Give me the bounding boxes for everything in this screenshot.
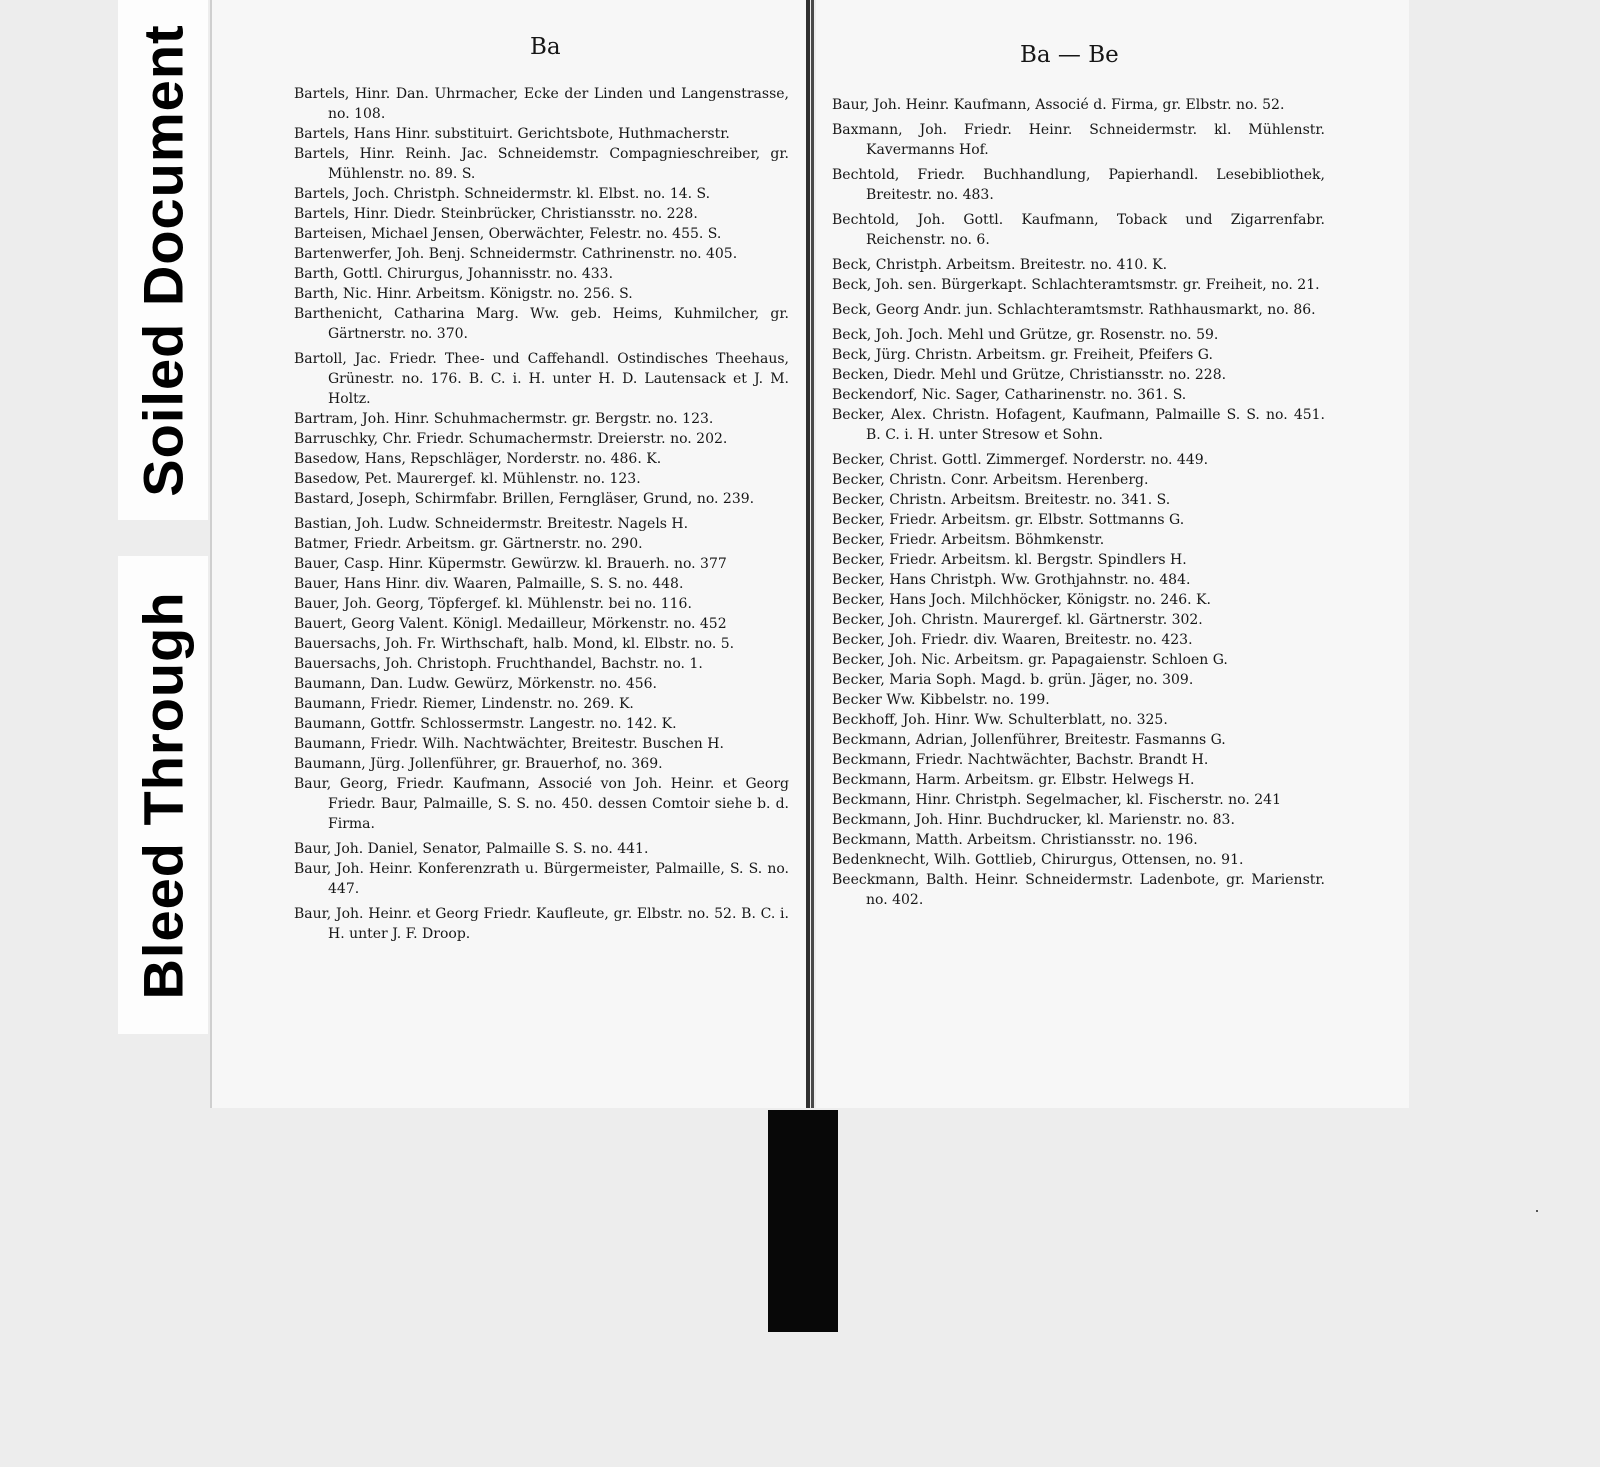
book-gutter-shadow bbox=[806, 0, 810, 1108]
directory-entry: Bauer, Casp. Hinr. Küpermstr. Gewürzw. kl. Brauerh. no. 377 bbox=[294, 556, 727, 572]
directory-entry: Beck, Joh. sen. Bürgerkapt. Schlachteramtsmstr. gr. Freiheit, no. 21. bbox=[832, 277, 1320, 293]
directory-entry: Baur, Joh. Heinr. et Georg Friedr. Kaufleute, gr. Elbstr. no. 52. B. C. i. H. unter J. F. Droop. bbox=[294, 906, 789, 942]
directory-entry: Bartram, Joh. Hinr. Schuhmachermstr. gr. Bergstr. no. 123. bbox=[294, 411, 714, 427]
directory-entry: Bartels, Hans Hinr. substituirt. Gerichtsbote, Huthmacherstr. bbox=[294, 126, 730, 142]
directory-entry: Bartoll, Jac. Friedr. Thee- und Caffehandl. Ostindisches Theehaus, Grünestr. no. 176. B. C. i. H. unter H. D. Lautensack et J. M. Holtz. bbox=[294, 351, 789, 407]
directory-entry: Basedow, Pet. Maurergef. kl. Mühlenstr. no. 123. bbox=[294, 471, 641, 487]
directory-entry: Beck, Jürg. Christn. Arbeitsm. gr. Freiheit, Pfeifers G. bbox=[832, 347, 1213, 363]
directory-entry: Bedenknecht, Wilh. Gottlieb, Chirurgus, Ottensen, no. 91. bbox=[832, 852, 1244, 868]
directory-entry: Bauersachs, Joh. Fr. Wirthschaft, halb. Mond, kl. Elbstr. no. 5. bbox=[294, 636, 735, 652]
binding-strip bbox=[768, 1110, 838, 1332]
directory-entry: Bauer, Hans Hinr. div. Waaren, Palmaille, S. S. no. 448. bbox=[294, 576, 684, 592]
bleed-through-label bbox=[118, 556, 208, 1034]
directory-entry: Baumann, Friedr. Wilh. Nachtwächter, Breitestr. Buschen H. bbox=[294, 736, 724, 752]
directory-entry: Barth, Nic. Hinr. Arbeitsm. Königstr. no. 256. S. bbox=[294, 286, 633, 302]
soiled-document-label bbox=[118, 0, 208, 520]
right-page-entries bbox=[832, 95, 1325, 910]
directory-entry: Beeckmann, Balth. Heinr. Schneidermstr. Ladenbote, gr. Marienstr. no. 402. bbox=[832, 872, 1325, 908]
directory-entry: Baur, Joh. Daniel, Senator, Palmaille S. S. no. 441. bbox=[294, 841, 649, 857]
bleed-through-text: Bleed Through bbox=[131, 590, 195, 1000]
directory-entry: Baur, Georg, Friedr. Kaufmann, Associé von Joh. Heinr. et Georg Friedr. Baur, Palmaille, S. S. no. 450. dessen Comtoir siehe b. d. Firma. bbox=[294, 776, 789, 832]
left-page-entries bbox=[294, 84, 789, 944]
directory-entry: Barruschky, Chr. Friedr. Schumachermstr. Dreierstr. no. 202. bbox=[294, 431, 728, 447]
directory-entry: Becker, Christn. Conr. Arbeitsm. Herenberg. bbox=[832, 472, 1149, 488]
directory-entry: Becker, Maria Soph. Magd. b. grün. Jäger, no. 309. bbox=[832, 672, 1194, 688]
directory-entry: Becker Ww. Kibbelstr. no. 199. bbox=[832, 692, 1050, 708]
directory-entry: Baumann, Friedr. Riemer, Lindenstr. no. 269. K. bbox=[294, 696, 634, 712]
directory-entry: Baxmann, Joh. Friedr. Heinr. Schneidermstr. kl. Mühlenstr. Kavermanns Hof. bbox=[832, 122, 1325, 158]
directory-entry: Bartels, Hinr. Reinh. Jac. Schneidemstr. Compagnieschreiber, gr. Mühlenstr. no. 89. S. bbox=[294, 146, 789, 182]
directory-entry: Beckmann, Friedr. Nachtwächter, Bachstr. Brandt H. bbox=[832, 752, 1209, 768]
directory-entry: Becker, Christ. Gottl. Zimmergef. Norderstr. no. 449. bbox=[832, 452, 1209, 468]
left-page-heading: Ba bbox=[530, 34, 561, 60]
directory-entry: Barth, Gottl. Chirurgus, Johannisstr. no. 433. bbox=[294, 266, 614, 282]
directory-entry: Baumann, Jürg. Jollenführer, gr. Brauerhof, no. 369. bbox=[294, 756, 663, 772]
speck bbox=[1536, 1210, 1538, 1212]
directory-entry: Becker, Hans Christph. Ww. Grothjahnstr. no. 484. bbox=[832, 572, 1191, 588]
directory-entry: Bauert, Georg Valent. Königl. Medailleur, Mörkenstr. no. 452 bbox=[294, 616, 727, 632]
directory-entry: Beckendorf, Nic. Sager, Catharinenstr. no. 361. S. bbox=[832, 387, 1187, 403]
directory-entry: Becken, Diedr. Mehl und Grütze, Christiansstr. no. 228. bbox=[832, 367, 1227, 383]
directory-entry: Bartenwerfer, Joh. Benj. Schneidermstr. Cathrinenstr. no. 405. bbox=[294, 246, 738, 262]
directory-entry: Becker, Hans Joch. Milchhöcker, Königstr. no. 246. K. bbox=[832, 592, 1211, 608]
directory-entry: Becker, Friedr. Arbeitsm. Böhmkenstr. bbox=[832, 532, 1105, 548]
directory-entry: Beck, Georg Andr. jun. Schlachteramtsmstr. Rathhausmarkt, no. 86. bbox=[832, 302, 1316, 318]
directory-entry: Beckmann, Adrian, Jollenführer, Breitestr. Fasmanns G. bbox=[832, 732, 1226, 748]
directory-entry: Becker, Christn. Arbeitsm. Breitestr. no. 341. S. bbox=[832, 492, 1171, 508]
directory-entry: Beck, Joh. Joch. Mehl und Grütze, gr. Rosenstr. no. 59. bbox=[832, 327, 1219, 343]
directory-entry: Beckmann, Matth. Arbeitsm. Christiansstr. no. 196. bbox=[832, 832, 1198, 848]
directory-entry: Becker, Friedr. Arbeitsm. kl. Bergstr. Spindlers H. bbox=[832, 552, 1187, 568]
directory-entry: Bartels, Hinr. Diedr. Steinbrücker, Christiansstr. no. 228. bbox=[294, 206, 698, 222]
directory-entry: Batmer, Friedr. Arbeitsm. gr. Gärtnerstr. no. 290. bbox=[294, 536, 643, 552]
directory-entry: Basedow, Hans, Repschläger, Norderstr. no. 486. K. bbox=[294, 451, 662, 467]
directory-entry: Beck, Christph. Arbeitsm. Breitestr. no. 410. K. bbox=[832, 257, 1168, 273]
directory-entry: Bastian, Joh. Ludw. Schneidermstr. Breitestr. Nagels H. bbox=[294, 516, 689, 532]
directory-entry: Bartels, Hinr. Dan. Uhrmacher, Ecke der Linden und Langenstrasse, no. 108. bbox=[294, 86, 789, 122]
directory-entry: Bauersachs, Joh. Christoph. Fruchthandel, Bachstr. no. 1. bbox=[294, 656, 703, 672]
directory-entry: Baumann, Dan. Ludw. Gewürz, Mörkenstr. no. 456. bbox=[294, 676, 658, 692]
directory-entry: Becker, Joh. Christn. Maurergef. kl. Gärtnerstr. 302. bbox=[832, 612, 1203, 628]
right-page-heading: Ba — Be bbox=[1020, 42, 1119, 68]
directory-entry: Becker, Alex. Christn. Hofagent, Kaufmann, Palmaille S. S. no. 451. B. C. i. H. unter Stresow et Sohn. bbox=[832, 407, 1325, 443]
directory-entry: Bauer, Joh. Georg, Töpfergef. kl. Mühlenstr. bei no. 116. bbox=[294, 596, 692, 612]
directory-entry: Becker, Joh. Friedr. div. Waaren, Breitestr. no. 423. bbox=[832, 632, 1193, 648]
directory-entry: Barthenicht, Catharina Marg. Ww. geb. Heims, Kuhmilcher, gr. Gärtnerstr. no. 370. bbox=[294, 306, 789, 342]
directory-entry: Beckmann, Hinr. Christph. Segelmacher, kl. Fischerstr. no. 241 bbox=[832, 792, 1281, 808]
directory-entry: Beckmann, Joh. Hinr. Buchdrucker, kl. Marienstr. no. 83. bbox=[832, 812, 1235, 828]
directory-entry: Baumann, Gottfr. Schlossermstr. Langestr. no. 142. K. bbox=[294, 716, 677, 732]
directory-entry: Baur, Joh. Heinr. Kaufmann, Associé d. Firma, gr. Elbstr. no. 52. bbox=[832, 97, 1285, 113]
directory-entry: Bartels, Joch. Christph. Schneidermstr. kl. Elbst. no. 14. S. bbox=[294, 186, 711, 202]
directory-entry: Becker, Friedr. Arbeitsm. gr. Elbstr. Sottmanns G. bbox=[832, 512, 1185, 528]
directory-entry: Bechtold, Friedr. Buchhandlung, Papierhandl. Lesebibliothek, Breitestr. no. 483. bbox=[832, 167, 1325, 203]
soiled-document-text: Soiled Document bbox=[131, 23, 195, 497]
directory-entry: Barteisen, Michael Jensen, Oberwächter, Felestr. no. 455. S. bbox=[294, 226, 722, 242]
directory-entry: Baur, Joh. Heinr. Konferenzrath u. Bürgermeister, Palmaille, S. S. no. 447. bbox=[294, 861, 789, 897]
directory-entry: Bechtold, Joh. Gottl. Kaufmann, Toback und Zigarrenfabr. Reichenstr. no. 6. bbox=[832, 212, 1325, 248]
directory-entry: Beckhoff, Joh. Hinr. Ww. Schulterblatt, no. 325. bbox=[832, 712, 1168, 728]
book-gutter-edge bbox=[811, 0, 814, 1108]
directory-entry: Becker, Joh. Nic. Arbeitsm. gr. Papagaienstr. Schloen G. bbox=[832, 652, 1228, 668]
directory-entry: Bastard, Joseph, Schirmfabr. Brillen, Ferngläser, Grund, no. 239. bbox=[294, 491, 755, 507]
directory-entry: Beckmann, Harm. Arbeitsm. gr. Elbstr. Helwegs H. bbox=[832, 772, 1195, 788]
